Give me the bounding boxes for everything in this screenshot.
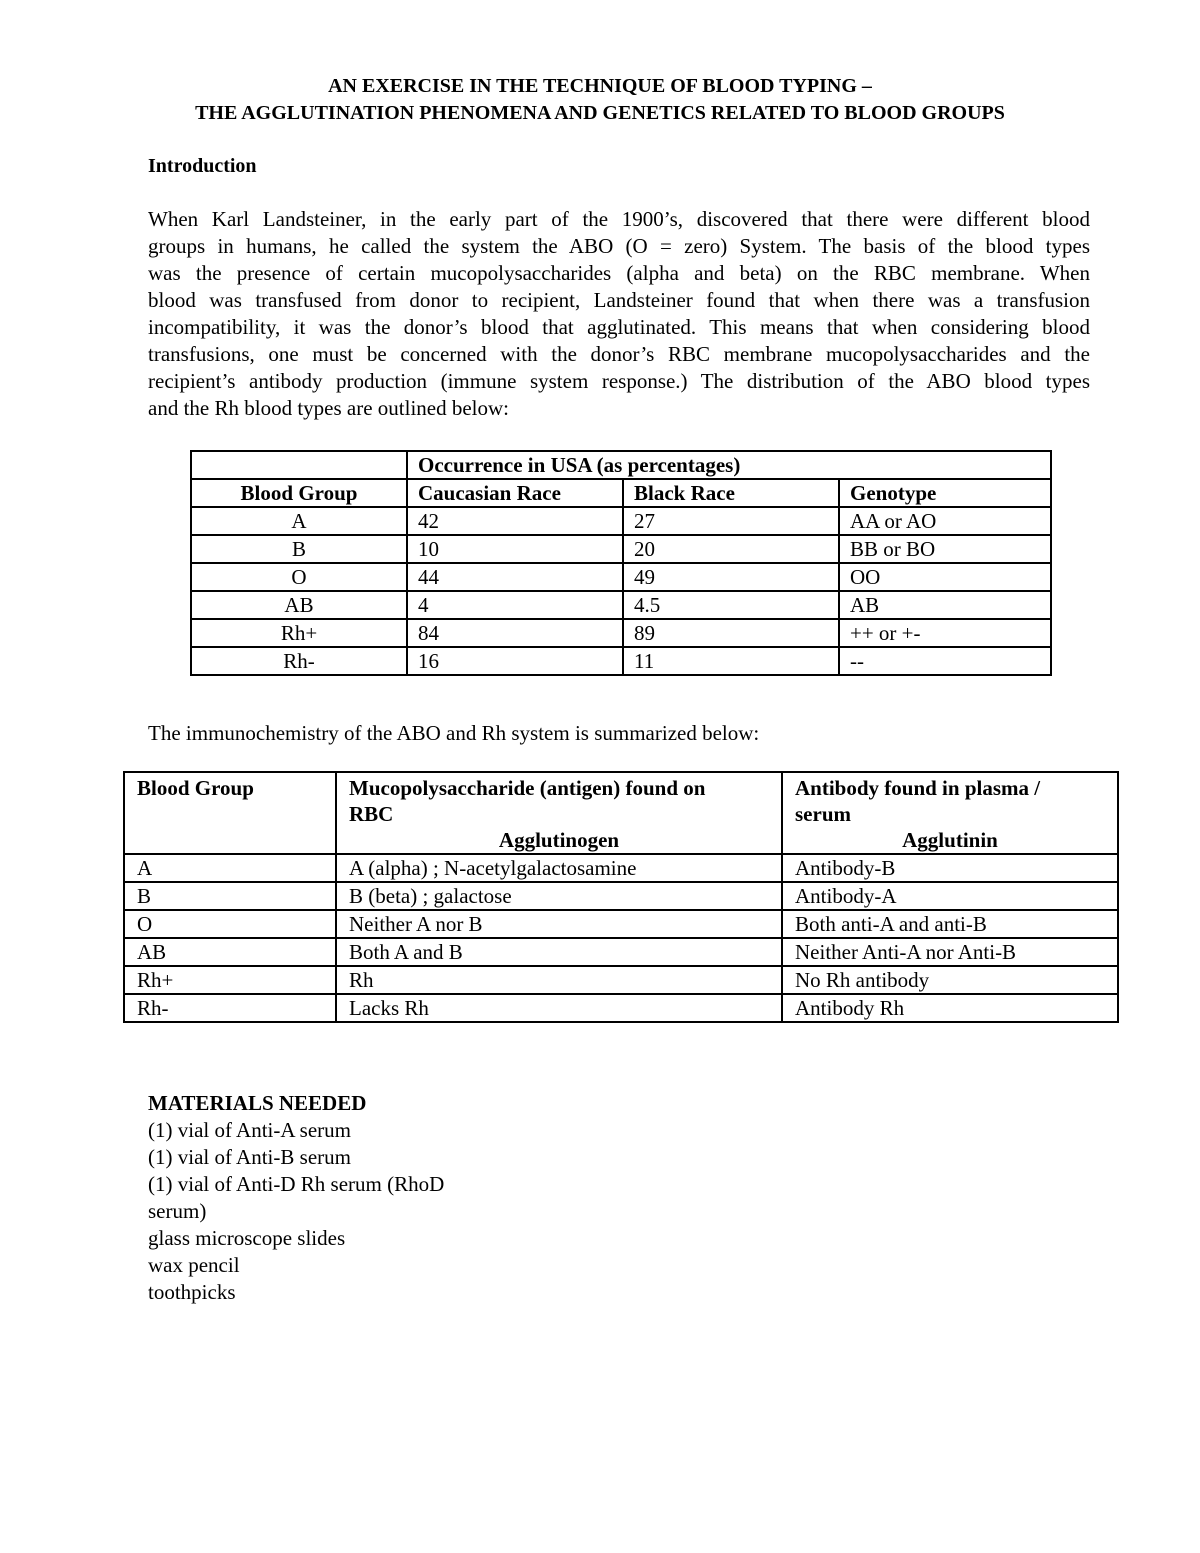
table-cell: 89 xyxy=(623,619,839,647)
table-cell: ++ or +- xyxy=(839,619,1051,647)
table-row xyxy=(191,535,1051,563)
table-cell: A xyxy=(191,507,407,535)
header-subtext: Agglutinin xyxy=(902,828,998,852)
table-cell: O xyxy=(191,563,407,591)
table-header-row xyxy=(124,772,1118,854)
table-cell: Both anti-A and anti-B xyxy=(782,910,1118,938)
table-row xyxy=(124,966,1118,994)
table-cell: AB xyxy=(124,938,336,966)
header-text: Antibody found in plasma / xyxy=(795,776,1041,800)
table-row xyxy=(191,619,1051,647)
table-cell: 4.5 xyxy=(623,591,839,619)
table-cell: Neither Anti-A nor Anti-B xyxy=(782,938,1118,966)
table-cell: BB or BO xyxy=(839,535,1051,563)
table-row xyxy=(191,507,1051,535)
intro-line: recipient’s antibody production (immune system response.) The distribution of the ABO blood types xyxy=(148,369,1090,393)
table-row xyxy=(191,647,1051,675)
intro-line: blood was transfused from donor to recipient, Landsteiner found that when there was a transfusion xyxy=(148,288,1090,312)
table-row xyxy=(124,910,1118,938)
table-cell: 44 xyxy=(407,563,623,591)
table-row xyxy=(191,451,1051,479)
table-cell: Lacks Rh xyxy=(336,994,782,1022)
table-cell: B xyxy=(191,535,407,563)
intro-line: When Karl Landsteiner, in the early part of the 1900’s, discovered that there were different blood xyxy=(148,207,1090,231)
table-cell: No Rh antibody xyxy=(782,966,1118,994)
table-cell: Both A and B xyxy=(336,938,782,966)
table-row xyxy=(124,882,1118,910)
intro-line: was the presence of certain mucopolysaccharides (alpha and beta) on the RBC membrane. When xyxy=(148,261,1090,285)
table-cell: Rh xyxy=(336,966,782,994)
materials-item: (1) vial of Anti-B serum xyxy=(148,1145,351,1169)
table-cell: AB xyxy=(839,591,1051,619)
table-cell: Antibody-B xyxy=(782,854,1118,882)
table-cell: 11 xyxy=(623,647,839,675)
header-text: serum xyxy=(795,802,851,826)
occurrence-super-header: Occurrence in USA (as percentages) xyxy=(407,451,1051,479)
table-cell: A (alpha) ; N-acetylgalactosamine xyxy=(336,854,782,882)
table-cell: Rh- xyxy=(191,647,407,675)
table-header-row xyxy=(191,479,1051,507)
column-header xyxy=(336,772,782,854)
occurrence-table xyxy=(190,450,1052,676)
header-text: RBC xyxy=(349,802,394,826)
table-cell: 20 xyxy=(623,535,839,563)
table-cell: -- xyxy=(839,647,1051,675)
column-header: Blood Group xyxy=(191,479,407,507)
materials-item: wax pencil xyxy=(148,1253,240,1277)
table-cell: Rh+ xyxy=(124,966,336,994)
title-line-2: THE AGGLUTINATION PHENOMENA AND GENETICS RELATED TO BLOOD GROUPS xyxy=(195,102,1005,124)
column-header: Caucasian Race xyxy=(407,479,623,507)
table-cell: Antibody Rh xyxy=(782,994,1118,1022)
table-cell: 16 xyxy=(407,647,623,675)
table-row xyxy=(191,563,1051,591)
table-cell: 42 xyxy=(407,507,623,535)
header-text: Blood Group xyxy=(137,776,254,800)
materials-section xyxy=(148,1090,444,1306)
table-cell: Rh- xyxy=(124,994,336,1022)
table-cell: B (beta) ; galactose xyxy=(336,882,782,910)
table-cell: 84 xyxy=(407,619,623,647)
materials-item: serum) xyxy=(148,1199,207,1223)
intro-line: transfusions, one must be concerned with the donor’s RBC membrane mucopolysaccharides and the xyxy=(148,342,1090,366)
table-cell: AA or AO xyxy=(839,507,1051,535)
table-cell: Antibody-A xyxy=(782,882,1118,910)
materials-item: (1) vial of Anti-A serum xyxy=(148,1118,351,1142)
immuno-caption: The immunochemistry of the ABO and Rh system is summarized below: xyxy=(148,721,760,745)
table-cell: Neither A nor B xyxy=(336,910,782,938)
intro-line: groups in humans, he called the system the ABO (O = zero) System. The basis of the blood types xyxy=(148,234,1090,258)
table-cell xyxy=(191,451,407,479)
table-cell: A xyxy=(124,854,336,882)
intro-line: and the Rh blood types are outlined below: xyxy=(148,396,510,420)
table-cell: OO xyxy=(839,563,1051,591)
table-row xyxy=(191,591,1051,619)
header-subtext: Agglutinogen xyxy=(498,828,620,852)
table-cell: 27 xyxy=(623,507,839,535)
column-header xyxy=(782,772,1118,854)
table-cell: 10 xyxy=(407,535,623,563)
intro-heading: Introduction xyxy=(148,155,257,177)
table-cell: Rh+ xyxy=(191,619,407,647)
column-header xyxy=(124,772,336,854)
column-header: Genotype xyxy=(839,479,1051,507)
table-row xyxy=(124,854,1118,882)
immunochemistry-table xyxy=(123,771,1119,1023)
materials-item: toothpicks xyxy=(148,1280,236,1304)
table-cell: B xyxy=(124,882,336,910)
table-row xyxy=(124,994,1118,1022)
table-cell: O xyxy=(124,910,336,938)
materials-item: (1) vial of Anti-D Rh serum (RhoD xyxy=(148,1172,445,1196)
header-text: Mucopolysaccharide (antigen) found on xyxy=(349,776,706,800)
materials-heading: MATERIALS NEEDED xyxy=(148,1091,367,1115)
title-line-1: AN EXERCISE IN THE TECHNIQUE OF BLOOD TYPING – xyxy=(328,75,872,97)
materials-item: glass microscope slides xyxy=(148,1226,346,1250)
table-cell: 4 xyxy=(407,591,623,619)
table-cell: 49 xyxy=(623,563,839,591)
intro-line: incompatibility, it was the donor’s blood that agglutinated. This means that when considering blood xyxy=(148,315,1090,339)
table-cell: AB xyxy=(191,591,407,619)
table-row xyxy=(124,938,1118,966)
column-header: Black Race xyxy=(623,479,839,507)
intro-paragraph xyxy=(148,206,1090,422)
